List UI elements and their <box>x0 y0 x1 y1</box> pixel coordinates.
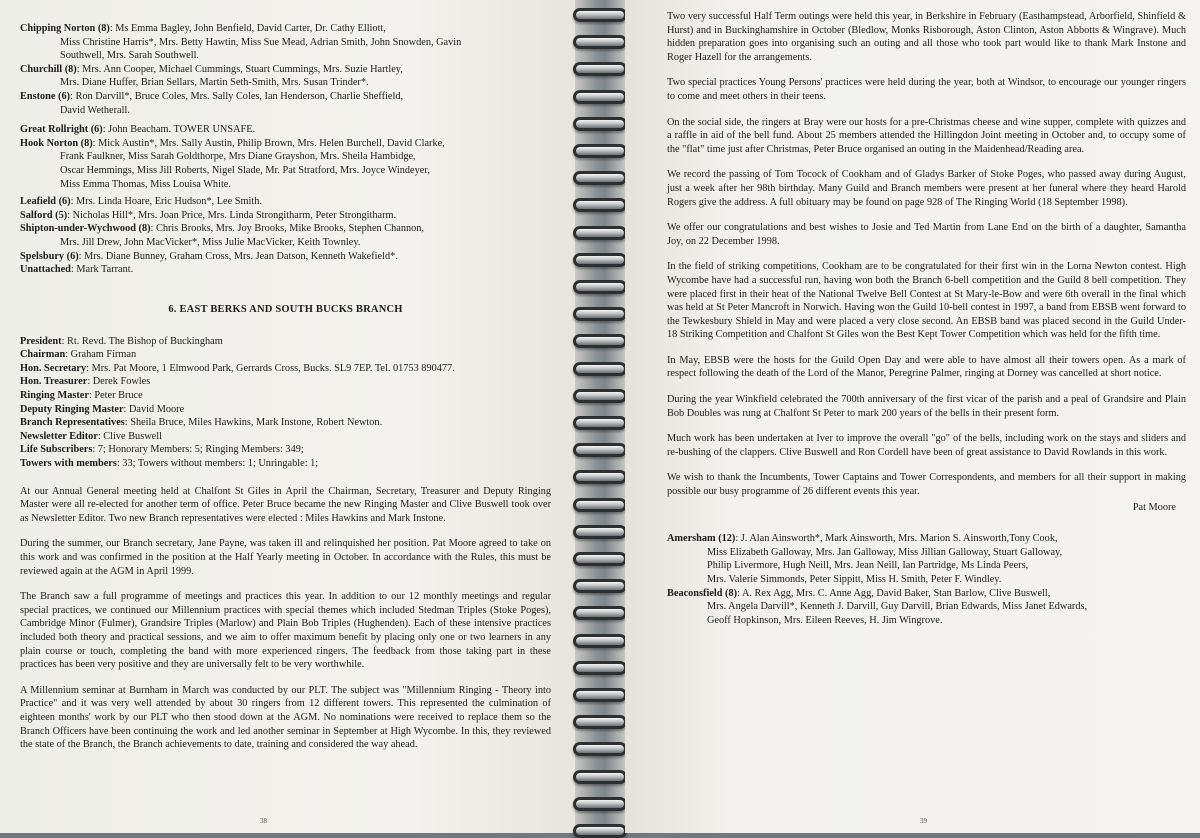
binding-ring <box>573 307 627 321</box>
right-page <box>625 0 1200 833</box>
binding-ring <box>573 226 627 240</box>
branch-officers <box>20 335 551 471</box>
body-paragraph: During the year Winkfield celebrated the 700th anniversary of the first vicar of the parish and a peal of Grandsire and Plain Bob Doubles was rung at Chalfont St Peter to mark 200 years of the bells in their present form. <box>667 394 1186 419</box>
officer-value: : Peter Bruce <box>88 390 143 402</box>
body-paragraph: We record the passing of Tom Tocock of Cookham and of Gladys Barker of Stoke Poges, who passed away during August, just a week after her 98th birthday. Many Guild and Branch members were present at her funeral where they heard Harold Rogers give the address. A full obituary may be found on page 928 of The Ringing World (18 September 1998). <box>667 169 1186 208</box>
officer-row <box>20 375 551 389</box>
officer-value: : Derek Fowles <box>87 376 151 388</box>
officer-label: Hon. Secretary <box>20 362 87 374</box>
officer-label: Life Subscribers <box>20 444 93 456</box>
tower-members: : A. Rex Agg, Mrs. C. Anne Agg, David Baker, Stan Barlow, Clive Buswell, <box>737 587 1051 599</box>
body-paragraph: Much work has been undertaken at Iver to improve the overall "go" of the bells, including work on the stays and sliders and re-bushing of the clappers. Clive Buswell and Ron Cordell have been of great assistance to David Rowlands in this work. <box>667 433 1186 458</box>
signature: Pat Moore <box>1132 501 1176 513</box>
tower-membership-list <box>20 22 551 277</box>
tower-name: Hook Norton (8) <box>20 137 93 149</box>
officer-label: Towers with members <box>20 458 117 470</box>
binding-ring <box>573 742 627 756</box>
officer-value: : David Moore <box>123 403 185 415</box>
binding-ring <box>573 525 627 539</box>
tower-members-continued: Frank Faulkner, Miss Sarah Goldthorpe, Mrs Diane Grayshon, Mrs. Sheila Hambidge, <box>60 151 416 163</box>
binding-ring <box>573 606 627 620</box>
tower-members: : Mick Austin*, Mrs. Sally Austin, Philip Brown, Mrs. Helen Burchell, David Clarke, <box>92 137 445 149</box>
binding-ring <box>573 715 627 729</box>
tower-name: Great Rollright (6) <box>20 124 103 136</box>
tower-members-continued: David Wetherall. <box>60 104 130 116</box>
binding-ring <box>573 416 627 430</box>
officer-value: : Clive Buswell <box>97 430 162 442</box>
branch-heading: 6. EAST BERKS AND SOUTH BUCKS BRANCH <box>168 303 403 315</box>
tower-name: Leafield (6) <box>20 196 71 208</box>
tower-entry <box>20 222 551 236</box>
tower-members-continued: Mrs. Diane Huffer, Brian Sellars, Martin Seth-Smith, Mrs. Susan Trinder*. <box>60 77 369 89</box>
officer-row <box>20 389 551 403</box>
binding-ring <box>573 579 627 593</box>
tower-entry <box>20 250 551 264</box>
tower-name: Churchill (8) <box>20 63 77 75</box>
binding-ring <box>573 498 627 512</box>
tower-entry <box>20 63 551 77</box>
body-paragraph: The Branch saw a full programme of meetings and practices this year. In addition to our 12 monthly meetings and regular special practices, we continued our Millennium practices with special themes which included Stedman Triples (Stoke Poges), Cambridge Minor (Fulmer), Grandsire Triples (Marlow) and Plain Bob Triples (Hughenden). Each of these intensive practices included both theory and practical sessions, and we aim to offer maximum benefit by placing only one or two learners in any plain course or touch, completing the band with more experienced ringers. The feedback from those taking part in these practices has been very positive and they are universally felt to be very worthwhile. <box>20 591 551 671</box>
tower-name: Shipton-under-Wychwood (8) <box>20 223 151 235</box>
body-paragraph: In the field of striking competitions, Cookham are to be congratulated for their first win in the Lorna Newton contest. High Wycombe have had a successful run, having won both the Branch 6-bell competition and the Guild 8 bell competition. They were placed first in their heat of the National Twelve Bell Contest at St Mary-le-Bow and were 6th overall in the final which was held at St Peter Mancroft in Norwich. Having won the Guild 10-bell contest in 1997, a band from EBSB went forward to the Tewkesbury Shield in May and were placed a very close second. An EBSB band was placed second in the Guild Under-18 Striking Competition and Chalfont St Giles won the Best Kept Tower Competition which was held for the fifth time. <box>667 261 1186 341</box>
officer-value: : 7; Honorary Members: 5; Ringing Members: 349; <box>92 444 304 456</box>
page-number: 38 <box>260 817 267 825</box>
binding-ring <box>573 280 627 294</box>
tower-members-continued: Philip Livermore, Hugh Neill, Mrs. Jean Neill, Ian Partridge, Ms Linda Peers, <box>707 560 1029 572</box>
body-paragraph: A Millennium seminar at Burnham in March was conducted by our PLT. The subject was "Millennium Ringing - Theory into Practice" and it was very well attended by about 30 ringers from 12 different towers. This represented the culmination of eighteen months' work by our PLT who then stood down at the AGM. No nominations were received to replace them so the Branch Officers have been continuing the work and led another seminar in September at High Wycombe. In this, they reviewed the state of the Branch, the Branch achievements to date, training and considered the way ahead. <box>20 684 551 751</box>
tower-members-continued: Geoff Hopkinson, Mrs. Eileen Reeves, H. Jim Wingrove. <box>707 614 943 626</box>
officer-value: : Rt. Revd. The Bishop of Buckingham <box>61 335 223 347</box>
tower-members-continued: Mrs. Angela Darvill*, Kenneth J. Darvill, Guy Darvill, Brian Edwards, Miss Janet Edwards, <box>707 601 1088 613</box>
tower-entry <box>667 532 1186 546</box>
officer-row <box>20 403 551 417</box>
binding-ring <box>573 117 627 131</box>
body-paragraph: During the summer, our Branch secretary, Jane Payne, was taken ill and relinquished her position. Pat Moore agreed to take on this work and was confirmed in the position at the Half Yearly meeting in October. In accordance with the Rules, this must be reviewed again at the AGM in April 1999. <box>20 538 551 577</box>
body-paragraph: In May, EBSB were the hosts for the Guild Open Day and were able to have almost all their towers open. As a mark of respect following the death of the Lord of the Manor, Peregrine Palmer, ringing at Dorney was cancelled at short notice. <box>667 354 1186 380</box>
body-paragraph: At our Annual General meeting held at Chalfont St Giles in April the Chairman, Secretary, Treasurer and Deputy Ringing Master were all re-elected for another term of office. Peter Bruce became the new Ringing Master and Clive Buswell took over as Newsletter Editor. Two new Branch representatives were elected : Miles Hawkins and Mark Instone. <box>20 485 551 524</box>
page-number: 39 <box>920 817 927 825</box>
officer-label: Branch Representatives <box>20 417 125 429</box>
officer-row <box>20 443 551 457</box>
binding-ring <box>573 8 627 22</box>
binding-ring <box>573 362 627 376</box>
tower-entry <box>20 123 551 137</box>
tower-members-continued: Southwell, Mrs. Sarah Southwell. <box>60 50 200 62</box>
tower-name: Enstone (6) <box>20 90 71 102</box>
officer-row <box>20 430 551 444</box>
tower-members: : J. Alan Ainsworth*, Mark Ainsworth, Mrs. Marion S. Ainsworth,Tony Cook, <box>735 533 1058 545</box>
officer-value: : Graham Firman <box>65 349 137 361</box>
binding-ring <box>573 198 627 212</box>
officer-row <box>20 457 551 471</box>
binding-ring <box>573 62 627 76</box>
binding-ring <box>573 171 627 185</box>
officer-row <box>20 416 551 430</box>
tower-entry <box>20 22 551 36</box>
tower-name: Salford (5) <box>20 209 68 221</box>
officer-label: Ringing Master <box>20 390 89 402</box>
tower-members: : Chris Brooks, Mrs. Joy Brooks, Mike Brooks, Stephen Channon, <box>150 223 424 235</box>
tower-membership-list <box>667 532 1186 627</box>
tower-members-continued: Miss Elizabeth Galloway, Mrs. Jan Galloway, Miss Jillian Galloway, Stuart Galloway, <box>707 546 1063 558</box>
tower-members: : Ron Darvill*, Bruce Coles, Mrs. Sally Coles, Ian Henderson, Charlie Sheffield, <box>70 90 404 102</box>
tower-name: Amersham (12) <box>667 533 736 545</box>
tower-members: : Mrs. Diane Bunney, Graham Cross, Mrs. Jean Datson, Kenneth Wakefield*. <box>78 250 398 262</box>
tower-members-continued: Oscar Hemmings, Miss Jill Roberts, Nigel Slade, Mr. Pat Stratford, Mrs. Joyce Windeyer, <box>60 164 430 176</box>
body-paragraph: On the social side, the ringers at Bray were our hosts for a pre-Christmas cheese and wine supper, complete with quizzes and a raffle in aid of the bell fund. About 25 members attended the Hillingdon Joint meeting in October and, to occupy some of the "flat" time just after Christmas, Peter Bruce organised an outing in the Maidenhead/Reading area. <box>667 116 1186 155</box>
binding-ring <box>573 470 627 484</box>
binding-ring <box>573 144 627 158</box>
tower-entry <box>20 263 551 277</box>
officer-label: Deputy Ringing Master <box>20 403 124 415</box>
tower-members-continued: Miss Emma Thomas, Miss Louisa White. <box>60 178 231 190</box>
binding-ring <box>573 253 627 267</box>
tower-entry <box>20 195 551 209</box>
tower-members-continued: Miss Christine Harris*, Mrs. Betty Hawtin, Miss Sue Mead, Adrian Smith, John Snowden, Gavin <box>60 36 462 48</box>
binding-ring <box>573 35 627 49</box>
binding-ring <box>573 634 627 648</box>
officer-label: President <box>20 335 62 347</box>
officer-value: : 33; Towers without members: 1; Unringable: 1; <box>116 458 319 470</box>
body-paragraph: We offer our congratulations and best wishes to Josie and Ted Martin from Lane End on the birth of a daughter, Samantha Joy, on 22 December 1998. <box>667 222 1186 247</box>
tower-name: Unattached <box>20 264 71 276</box>
binding-ring <box>573 389 627 403</box>
officer-value: : Sheila Bruce, Miles Hawkins, Mark Instone, Robert Newton. <box>124 417 383 429</box>
officer-row <box>20 348 551 362</box>
binding-ring <box>573 661 627 675</box>
tower-members: : Nicholas Hill*, Mrs. Joan Price, Mrs. Linda Strongitharm, Peter Strongitharm. <box>67 209 397 221</box>
tower-entry <box>20 209 551 223</box>
body-paragraph: Two very successful Half Term outings were held this year, in Berkshire in February (Easthampstead, Arborfield, Shinfield & Hurst) and in Buckinghamshire in October (Bledlow, Monks Risborough, Aston Clinton, Aston Abbotts & Wingrave). Much hidden preparation goes into organising such an outing and all those who took part would like to thank Mark Instone and Roger Hazell for the arrangements. <box>667 11 1186 63</box>
binding-ring <box>573 688 627 702</box>
tower-members: : Mrs. Linda Hoare, Eric Hudson*, Lee Smith. <box>70 196 262 208</box>
tower-name: Spelsbury (6) <box>20 250 79 262</box>
binding-ring <box>573 770 627 784</box>
binding-ring <box>573 797 627 811</box>
officer-label: Hon. Treasurer <box>20 376 88 388</box>
tower-members: : John Beacham. TOWER UNSAFE. <box>102 124 256 136</box>
officer-row <box>20 362 551 376</box>
officer-row <box>20 335 551 349</box>
binding-ring <box>573 90 627 104</box>
left-page <box>0 0 575 833</box>
tower-entry <box>20 137 551 151</box>
tower-name: Chipping Norton (8) <box>20 23 110 34</box>
binding-ring <box>573 824 627 838</box>
officer-label: Newsletter Editor <box>20 430 98 442</box>
binding-ring <box>573 334 627 348</box>
tower-name: Beaconsfield (8) <box>667 587 738 599</box>
tower-members: : Mrs. Ann Cooper, Michael Cummings, Stuart Cummings, Mrs. Suzie Hartley, <box>76 63 403 75</box>
tower-entry <box>20 90 551 104</box>
binding-ring <box>573 552 627 566</box>
officer-value: : Mrs. Pat Moore, 1 Elmwood Park, Gerrards Cross, Bucks. SL9 7EP. Tel. 01753 890477. <box>86 362 455 374</box>
body-paragraph: Two special practices Young Persons' practices were held during the year, both at Windsor, to encourage our younger ringers to come and meet others in their teens. <box>667 77 1186 102</box>
tower-members: : Mark Tarrant. <box>70 264 134 276</box>
tower-members: : Ms Emma Bagley, John Benfield, David Carter, Dr. Cathy Elliott, <box>109 23 386 34</box>
officer-label: Chairman <box>20 349 66 361</box>
tower-entry <box>667 587 1186 601</box>
tower-members-continued: Mrs. Valerie Simmonds, Peter Sippitt, Miss H. Smith, Peter F. Windley. <box>707 574 1002 585</box>
binding-ring <box>573 443 627 457</box>
body-paragraph: We wish to thank the Incumbents, Tower Captains and Tower Correspondents, and members for all their support in making possible our busy programme of 26 different events this year. <box>667 472 1186 498</box>
tower-members-continued: Mrs. Jill Drew, John MacVicker*, Miss Julie MacVicker, Keith Townley. <box>60 236 361 248</box>
